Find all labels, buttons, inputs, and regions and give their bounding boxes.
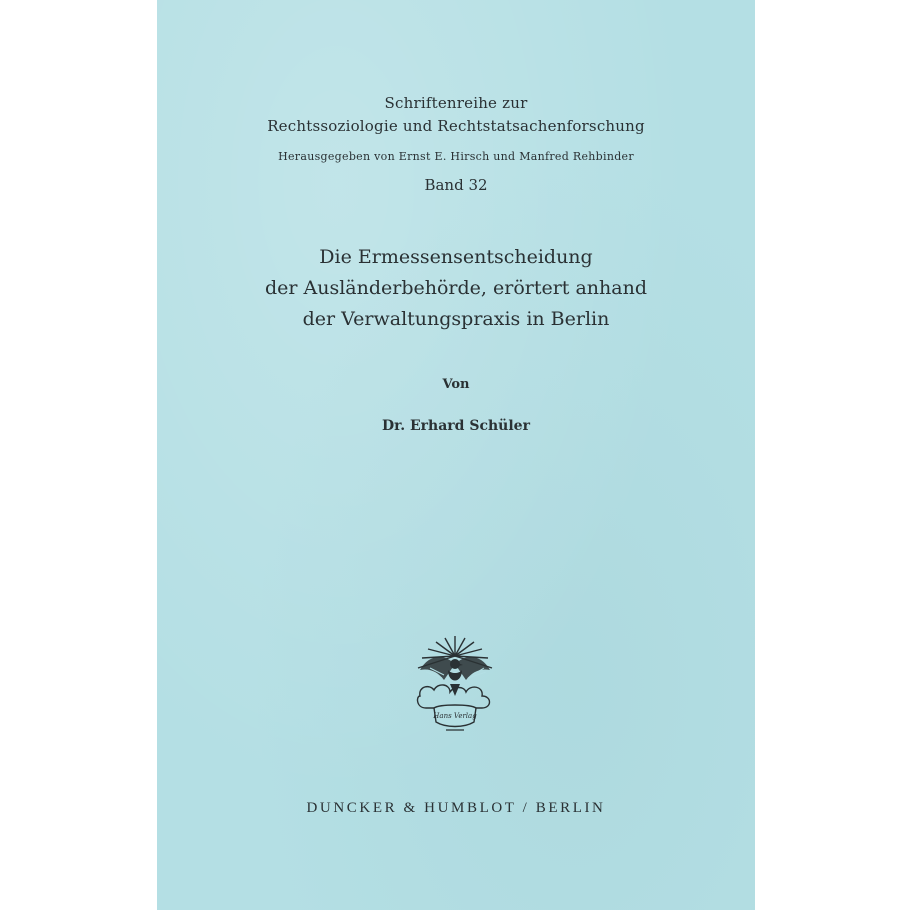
- series-title-line-2: Rechtssoziologie und Rechtstatsachenforschung: [267, 117, 645, 135]
- logo-text: Hans Verlag: [433, 712, 477, 720]
- publisher-imprint: DUNCKER & HUMBLOT / BERLIN: [306, 800, 606, 816]
- by-label: Von: [442, 377, 470, 392]
- book-title-line-1: Die Ermessensentscheidung: [319, 246, 593, 268]
- book-title-line-3: der Verwaltungspraxis in Berlin: [302, 308, 610, 330]
- series-editors: Herausgegeben von Ernst E. Hirsch und Manfred Rehbinder: [278, 150, 634, 163]
- book-title-line-2: der Ausländerbehörde, erörtert anhand: [264, 277, 648, 299]
- series-title-line-1: Schriftenreihe zur: [384, 94, 528, 112]
- book-cover: [157, 0, 755, 910]
- author-name: Dr. Erhard Schüler: [382, 418, 530, 434]
- volume-number: Band 32: [424, 176, 488, 194]
- eagle-emblem-icon: [412, 634, 498, 732]
